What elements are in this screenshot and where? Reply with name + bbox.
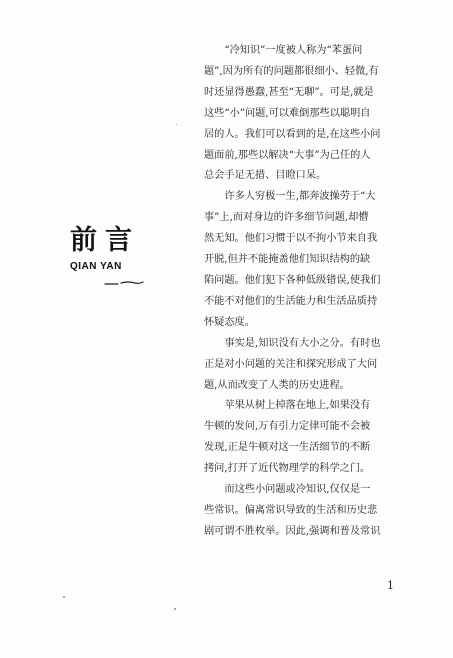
scan-speck	[174, 608, 176, 610]
text-line: 苹果从树上掉落在地上,如果没有	[224, 400, 371, 412]
paragraph	[204, 187, 392, 333]
text-line: 这些“小”问题,可以难倒那些以聪明自	[204, 107, 371, 119]
text-line: 剧可谓不胜枚举。因此,强调和普及常识	[204, 525, 381, 537]
text-line: 而这些小问题或冷知识,仅仅是一	[224, 484, 371, 496]
preface-title: 前言	[70, 225, 140, 256]
paragraph	[204, 396, 392, 480]
text-line: 总会手足无措、目瞪口呆。	[204, 170, 327, 182]
decorative-underline-mark	[104, 279, 144, 287]
text-line: 发现,正是牛顿对这一生活细节的不断	[204, 442, 371, 454]
text-line: 然无知。他们习惯于以不拘小节来自我	[204, 233, 378, 245]
text-line: 事”上,而对身边的许多细节问题,却懵	[204, 212, 369, 224]
paragraph	[204, 41, 392, 187]
scan-speck	[176, 124, 177, 125]
text-line: “冷知识”一度被人称为“苯蛋问	[224, 45, 363, 56]
paragraph	[204, 480, 392, 543]
text-line: 时还显得愚蠢,甚至“无聊”。可是,就是	[204, 86, 374, 98]
text-line: 拷问,打开了近代物理学的科学之门。	[204, 463, 371, 475]
text-line: 许多人穷极一生,都奔波操劳于“大	[224, 191, 376, 203]
paragraph	[204, 334, 392, 397]
text-line: 不能不对他们的生活能力和生活品质持	[204, 295, 378, 307]
text-line: 题面前,那些以解决“大事”为己任的人	[204, 149, 371, 161]
preface-pinyin: QIAN YAN	[70, 261, 122, 272]
text-line: 开脱,但并不能掩盖他们知识结构的缺	[204, 254, 371, 266]
text-line: 题”,因为所有的问题都很细小、轻微,有	[204, 65, 379, 77]
text-line: 些常识。偏离常识导致的生活和历史悲	[204, 504, 378, 516]
text-line: 居的人。我们可以看到的是,在这些小问	[204, 128, 381, 140]
scan-speck	[63, 596, 65, 598]
text-line: 正是对小问题的关注和探究形成了大问	[204, 358, 378, 370]
text-line: 怀疑态度。	[204, 316, 255, 328]
text-line: 事实是,知识没有大小之分。有时也	[224, 337, 381, 349]
preface-body	[204, 41, 392, 543]
preface-heading	[70, 226, 160, 291]
text-line: 题,从而改变了人类的历史进程。	[204, 379, 350, 391]
text-line: 牛顿的发问,万有引力定律可能不会被	[204, 421, 371, 433]
page-number: 1	[387, 579, 394, 592]
text-line: 陷问题。他们犯下各种低级错误,使我们	[204, 274, 381, 286]
